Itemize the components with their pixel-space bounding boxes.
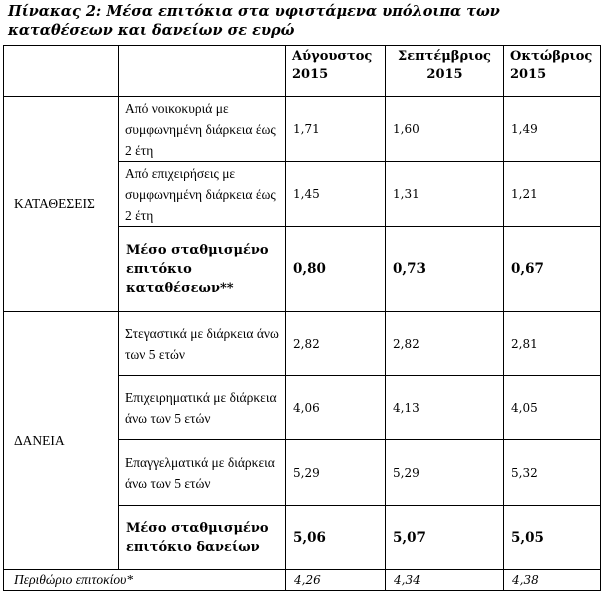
column-header-october: Οκτώβριος 2015 — [504, 46, 601, 97]
cell-value: 4,38 — [504, 570, 601, 591]
cell-value: 5,29 — [286, 440, 386, 506]
group-label-loans: ΔΑΝΕΙΑ — [4, 312, 119, 570]
cell-value: 4,05 — [504, 376, 601, 440]
cell-value: 5,06 — [286, 506, 386, 570]
row-label: Στεγαστικά με διάρκεια άνω των 5 ετών — [119, 312, 286, 376]
table-title: Πίνακας 2: Μέσα επιτόκια στα υφιστάμενα υπόλοιπα των καταθέσεων και δανείων σε ευρώ — [8, 3, 500, 39]
row-label: Από νοικοκυριά με συμφωνημένη διάρκεια έως 2 έτη — [119, 97, 286, 162]
table-row — [4, 97, 601, 162]
cell-value: 4,06 — [286, 376, 386, 440]
deposits-average-label: Μέσο σταθμισμένο επιτόκιο καταθέσεων** — [119, 227, 286, 312]
column-header-september: Σεπτέμβριος 2015 — [386, 46, 504, 97]
cell-value: 4,26 — [286, 570, 386, 591]
column-header-august: Αύγουστος 2015 — [286, 46, 386, 97]
cell-value: 2,81 — [504, 312, 601, 376]
cell-value: 5,05 — [504, 506, 601, 570]
loans-average-label: Μέσο σταθμισμένο επιτόκιο δανείων — [119, 506, 286, 570]
cell-value: 1,71 — [286, 97, 386, 162]
cell-value: 2,82 — [286, 312, 386, 376]
cell-value: 1,49 — [504, 97, 601, 162]
cell-value: 4,13 — [386, 376, 504, 440]
row-label: Επαγγελματικά με διάρκεια άνω των 5 ετών — [119, 440, 286, 506]
row-label: Από επιχειρήσεις με συμφωνημένη διάρκεια έως 2 έτη — [119, 162, 286, 227]
table-row — [4, 312, 601, 376]
cell-value: 4,34 — [386, 570, 504, 591]
interest-rates-table — [3, 45, 601, 591]
cell-value: 1,60 — [386, 97, 504, 162]
cell-value: 0,80 — [286, 227, 386, 312]
cell-value: 1,45 — [286, 162, 386, 227]
cell-value: 1,31 — [386, 162, 504, 227]
row-label: Επιχειρηματικά με διάρκεια άνω των 5 ετών — [119, 376, 286, 440]
cell-value: 5,29 — [386, 440, 504, 506]
header-empty-2 — [119, 46, 286, 97]
cell-value: 5,32 — [504, 440, 601, 506]
header-row — [4, 46, 601, 97]
cell-value: 1,21 — [504, 162, 601, 227]
cell-value: 5,07 — [386, 506, 504, 570]
cell-value: 0,73 — [386, 227, 504, 312]
cell-value: 2,82 — [386, 312, 504, 376]
cell-value: 0,67 — [504, 227, 601, 312]
margin-label: Περιθώριο επιτοκίου* — [4, 570, 286, 591]
group-label-deposits: ΚΑΤΑΘΕΣΕΙΣ — [4, 97, 119, 312]
margin-row — [4, 570, 601, 591]
header-empty-1 — [4, 46, 119, 97]
